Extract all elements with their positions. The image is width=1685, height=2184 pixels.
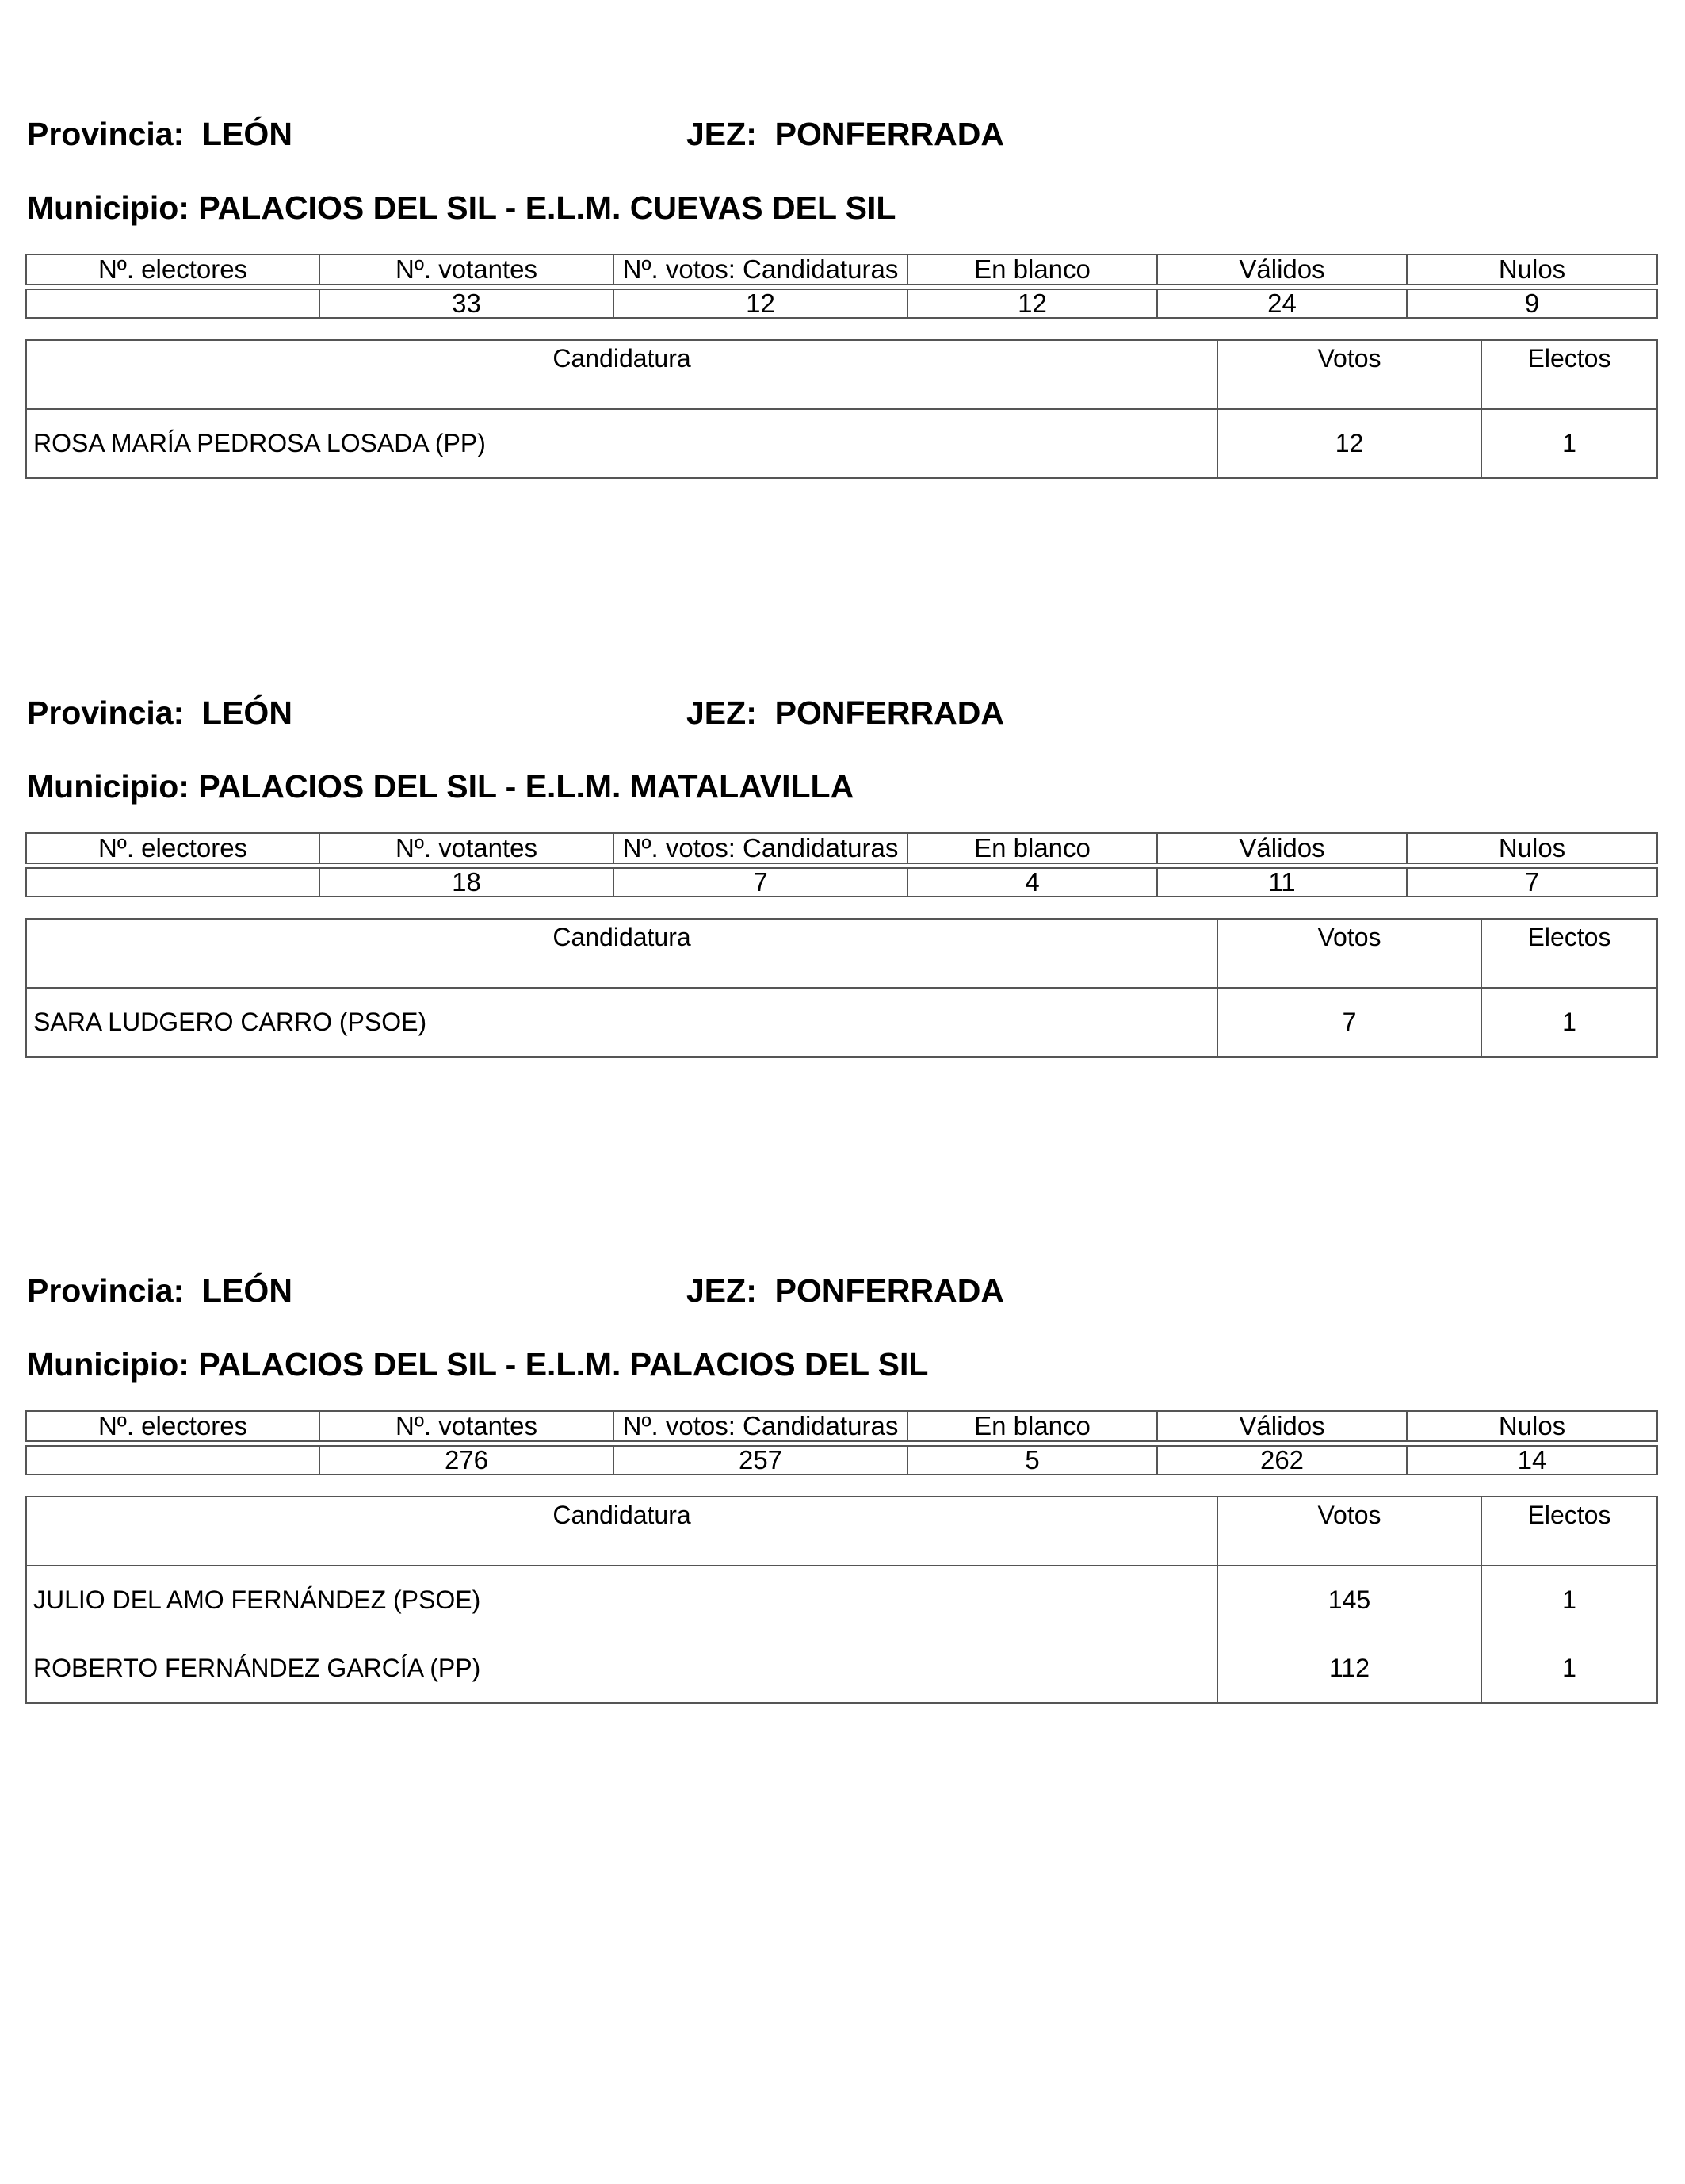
candidate-votes: 12: [1217, 409, 1481, 478]
municipio-heading: [27, 767, 854, 805]
municipio-label: Municipio:: [27, 1346, 189, 1383]
value-en-blanco: 4: [907, 868, 1157, 897]
value-votantes: 33: [319, 289, 613, 318]
header-en-blanco: En blanco: [907, 254, 1157, 285]
value-electores: [26, 868, 319, 897]
header-validos: Válidos: [1157, 254, 1407, 285]
provincia-heading: [27, 694, 292, 732]
municipio-heading: [27, 1345, 928, 1383]
header-votantes: Nº. votantes: [319, 1411, 613, 1441]
candidate-elected: 1: [1481, 1634, 1657, 1703]
header-electos: Electos: [1481, 919, 1657, 988]
header-en-blanco: En blanco: [907, 1411, 1157, 1441]
header-candidatura: Candidatura: [26, 340, 1217, 409]
provincia-label: Provincia:: [27, 694, 185, 731]
header-electos: Electos: [1481, 1497, 1657, 1566]
municipio-value: PALACIOS DEL SIL - E.L.M. MATALAVILLA: [198, 768, 854, 805]
header-electores: Nº. electores: [26, 254, 319, 285]
header-electos: Electos: [1481, 340, 1657, 409]
value-nulos: 14: [1407, 1446, 1657, 1474]
jez-heading: [686, 115, 1004, 153]
municipio-heading: [27, 189, 896, 227]
candidate-name: ROSA MARÍA PEDROSA LOSADA (PP): [26, 409, 1217, 478]
header-candidatura: Candidatura: [26, 1497, 1217, 1566]
value-votos-candidaturas: 7: [613, 868, 907, 897]
candidate-votes: 112: [1217, 1634, 1481, 1703]
stats-table: [25, 254, 1658, 319]
candidate-row: [26, 988, 1657, 1057]
provincia-heading: [27, 1272, 292, 1310]
candidate-votes: 145: [1217, 1566, 1481, 1634]
candidates-table: [25, 918, 1658, 1058]
provincia-heading: [27, 115, 292, 153]
municipio-value: PALACIOS DEL SIL - E.L.M. PALACIOS DEL SIL: [198, 1346, 929, 1383]
value-validos: 11: [1157, 868, 1407, 897]
header-votos: Votos: [1217, 919, 1481, 988]
header-votos: Votos: [1217, 1497, 1481, 1566]
stats-header-row: [26, 833, 1657, 863]
header-validos: Válidos: [1157, 833, 1407, 863]
value-votantes: 276: [319, 1446, 613, 1474]
value-electores: [26, 1446, 319, 1474]
header-votantes: Nº. votantes: [319, 254, 613, 285]
value-nulos: 7: [1407, 868, 1657, 897]
header-validos: Válidos: [1157, 1411, 1407, 1441]
jez-label: JEZ:: [686, 694, 757, 731]
value-validos: 24: [1157, 289, 1407, 318]
header-votantes: Nº. votantes: [319, 833, 613, 863]
provincia-value: LEÓN: [202, 116, 292, 152]
municipio-value: PALACIOS DEL SIL - E.L.M. CUEVAS DEL SIL: [198, 189, 896, 226]
stats-header-row: [26, 1411, 1657, 1441]
header-nulos: Nulos: [1407, 833, 1657, 863]
header-nulos: Nulos: [1407, 254, 1657, 285]
header-votos-candidaturas: Nº. votos: Candidaturas: [613, 254, 907, 285]
value-votos-candidaturas: 257: [613, 1446, 907, 1474]
value-votos-candidaturas: 12: [613, 289, 907, 318]
value-en-blanco: 12: [907, 289, 1157, 318]
value-nulos: 9: [1407, 289, 1657, 318]
candidate-name: ROBERTO FERNÁNDEZ GARCÍA (PP): [26, 1634, 1217, 1703]
jez-heading: [686, 1272, 1004, 1310]
candidate-votes: 7: [1217, 988, 1481, 1057]
candidates-header-row: [26, 340, 1657, 409]
candidate-elected: 1: [1481, 988, 1657, 1057]
candidate-row: [26, 1566, 1657, 1634]
jez-heading: [686, 694, 1004, 732]
provincia-value: LEÓN: [202, 1272, 292, 1309]
candidate-elected: 1: [1481, 1566, 1657, 1634]
candidate-name: JULIO DEL AMO FERNÁNDEZ (PSOE): [26, 1566, 1217, 1634]
stats-value-row: [26, 868, 1657, 897]
stats-table: [25, 1410, 1658, 1475]
header-votos: Votos: [1217, 340, 1481, 409]
header-votos-candidaturas: Nº. votos: Candidaturas: [613, 833, 907, 863]
jez-label: JEZ:: [686, 1272, 757, 1309]
provincia-label: Provincia:: [27, 116, 185, 152]
provincia-label: Provincia:: [27, 1272, 185, 1309]
header-electores: Nº. electores: [26, 1411, 319, 1441]
provincia-value: LEÓN: [202, 694, 292, 731]
value-votantes: 18: [319, 868, 613, 897]
candidates-header-row: [26, 919, 1657, 988]
jez-value: PONFERRADA: [774, 1272, 1004, 1309]
candidates-table: [25, 1496, 1658, 1704]
jez-label: JEZ:: [686, 116, 757, 152]
stats-table: [25, 832, 1658, 897]
value-en-blanco: 5: [907, 1446, 1157, 1474]
jez-value: PONFERRADA: [774, 694, 1004, 731]
header-votos-candidaturas: Nº. votos: Candidaturas: [613, 1411, 907, 1441]
candidates-table: [25, 339, 1658, 479]
candidate-elected: 1: [1481, 409, 1657, 478]
municipio-label: Municipio:: [27, 189, 189, 226]
header-en-blanco: En blanco: [907, 833, 1157, 863]
municipio-label: Municipio:: [27, 768, 189, 805]
candidates-header-row: [26, 1497, 1657, 1566]
header-candidatura: Candidatura: [26, 919, 1217, 988]
stats-value-row: [26, 289, 1657, 318]
candidate-row: [26, 1634, 1657, 1703]
header-electores: Nº. electores: [26, 833, 319, 863]
candidate-name: SARA LUDGERO CARRO (PSOE): [26, 988, 1217, 1057]
header-nulos: Nulos: [1407, 1411, 1657, 1441]
jez-value: PONFERRADA: [774, 116, 1004, 152]
stats-value-row: [26, 1446, 1657, 1474]
candidate-row: [26, 409, 1657, 478]
value-electores: [26, 289, 319, 318]
value-validos: 262: [1157, 1446, 1407, 1474]
stats-header-row: [26, 254, 1657, 285]
